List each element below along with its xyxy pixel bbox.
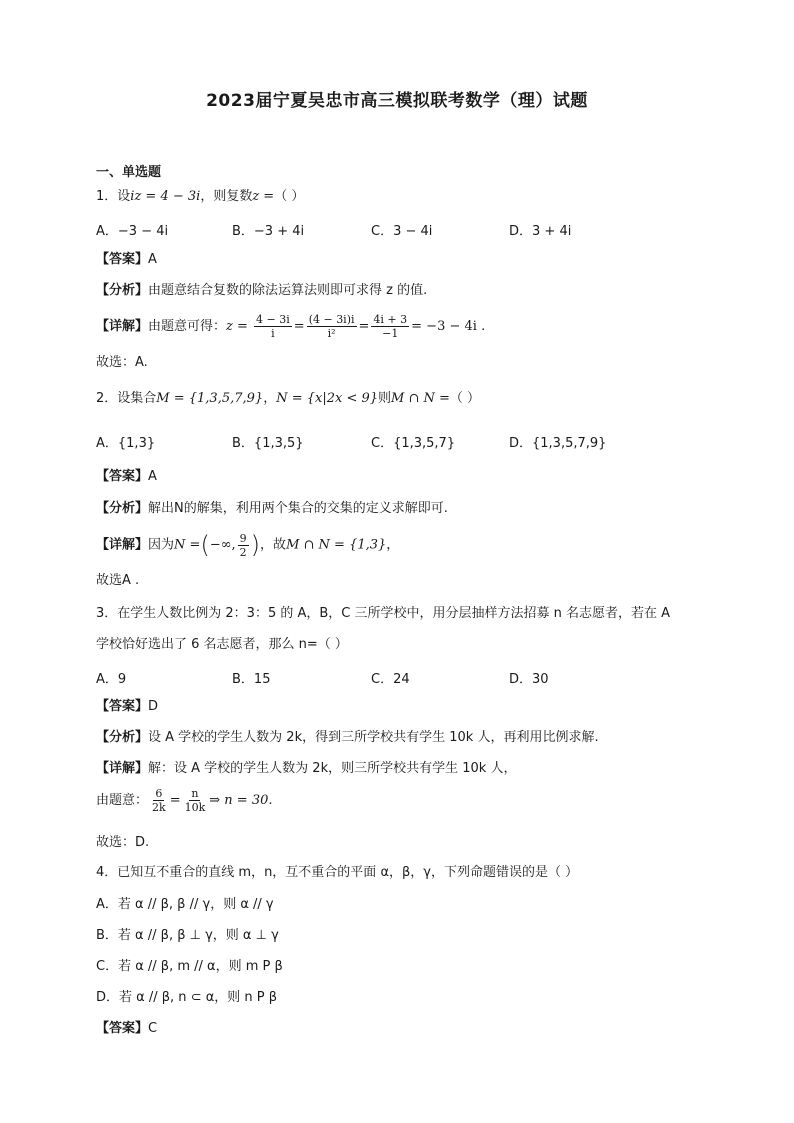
answer-tag: 【答案】	[96, 699, 149, 714]
q3-detail2-prefix: 由题意：	[96, 793, 149, 808]
q2-answer	[96, 468, 157, 486]
q2-option-c: C．{1,3,5,7}	[371, 436, 456, 451]
q2-detail-prefix: 因为	[148, 537, 175, 553]
q3-option-c: C．24	[371, 672, 410, 687]
q1-analysis-text: 由题意结合复数的除法运算法则即可求得 z 的值.	[148, 283, 428, 298]
q4-option-d: D．若 α // β, n ⊂ α，则 n P β	[96, 990, 278, 1005]
analysis-tag: 【分析】	[96, 730, 149, 745]
q2-conclusion: 故选A .	[96, 573, 140, 588]
q3-detail2-result: ⇒ n = 30.	[209, 793, 273, 808]
q1-detail-result: = −3 − 4i .	[411, 319, 486, 334]
answer-tag: 【答案】	[96, 469, 149, 484]
q1-option-b: B．−3 + 4i	[232, 224, 305, 239]
q2-interval-left: −∞,	[209, 537, 236, 553]
q1-answer	[96, 251, 157, 269]
q1-option-a: A．−3 − 4i	[96, 224, 169, 239]
q2-analysis	[96, 500, 448, 518]
q1-fraction-2: $\frac{(4 - 3i)i}{\text{i²}}$	[308, 313, 355, 340]
q1-stem-math: iz = 4 − 3i	[130, 189, 201, 204]
q2-stem-paren: （ ）	[449, 391, 481, 406]
q2-analysis-text: 解出N的解集，利用两个集合的交集的定义求解即可.	[148, 501, 448, 516]
page-title: 2023届宁夏吴忠市高三模拟联考数学（理）试题	[206, 91, 588, 111]
q3-analysis-text: 设 A 学校的学生人数为 2k，得到三所学校共有学生 10k 人，再利用比例求解.	[148, 730, 599, 745]
q2-option-d: D．{1,3,5,7,9}	[509, 436, 607, 451]
q1-stem-tail: ，则复数	[200, 189, 253, 204]
answer-tag: 【答案】	[96, 1021, 149, 1036]
q3-option-b: B．15	[232, 672, 271, 687]
q3-fraction-1: $\frac{6}{2k}$	[152, 787, 166, 814]
q2-stem-math2: N = {x|2x < 9}	[276, 391, 379, 406]
q4-answer-value: C	[148, 1021, 158, 1036]
q2-detail-math: M ∩ N = {1,3}	[286, 537, 387, 553]
q3-option-d: D．30	[509, 672, 549, 687]
q3-conclusion: 故选：D.	[96, 835, 150, 850]
q3-detail	[96, 760, 516, 778]
q2-detail-tail: ，	[386, 537, 400, 553]
q2-fraction: $\frac{9}{2}$	[239, 531, 247, 559]
question-4-stem: 4．已知互不重合的直线 m，n，互不重合的平面 α，β，γ，下列命题错误的是（ ）	[96, 865, 579, 880]
detail-tag: 【详解】	[96, 761, 149, 776]
q3-option-a: A．9	[96, 672, 127, 687]
detail-tag: 【详解】	[96, 537, 149, 553]
question-2-stem	[96, 390, 480, 408]
q4-answer	[96, 1020, 157, 1038]
q1-option-c: C．3 − 4i	[371, 224, 433, 239]
q1-conclusion: 故选：A.	[96, 355, 148, 370]
q3-answer	[96, 698, 158, 716]
q4-option-c: C．若 α // β, m // α，则 m P β	[96, 959, 283, 974]
q1-detail-prefix: 由题意可得：	[148, 319, 227, 334]
q1-option-d: D．3 + 4i	[509, 224, 572, 239]
q3-analysis	[96, 729, 599, 747]
q1-answer-value: A	[148, 252, 157, 267]
analysis-tag: 【分析】	[96, 501, 149, 516]
question-3-stem-line-1: 3．在学生人数比例为 2：3：5 的 A，B，C 三所学校中，用分层抽样方法招募 n 名志愿者，若在 A	[96, 606, 671, 621]
q2-answer-value: A	[148, 469, 157, 484]
q2-stem-mid: ，	[263, 391, 277, 406]
q2-stem-math: M = {1,3,5,7,9}	[156, 391, 264, 406]
q2-stem-text: 2．设集合	[96, 391, 157, 406]
question-3-stem-line-2: 学校恰好选出了 6 名志愿者，那么 n=（ ）	[96, 637, 348, 652]
q1-stem-paren: （ ）	[274, 189, 305, 204]
q3-fraction-2: $\frac{n}{10k}$	[184, 787, 206, 814]
q3-detail-2: 由题意： $\frac{6}{2k}$ = $\frac{n}{10k}$ ⇒ n = 30.	[96, 787, 273, 814]
q2-stem-tail: 则	[378, 391, 392, 406]
q1-analysis	[96, 282, 427, 300]
q3-detail-text: 解：设 A 学校的学生人数为 2k，则三所学校共有学生 10k 人，	[148, 761, 517, 776]
q1-fraction-3: $\frac{4i + 3}{-1}$	[373, 313, 408, 340]
q2-option-b: B．{1,3,5}	[232, 436, 304, 451]
section-heading: 一、单选题	[96, 165, 162, 180]
analysis-tag: 【分析】	[96, 283, 149, 298]
q1-stem-math2: z =	[252, 189, 275, 204]
q2-detail-n: N =	[174, 537, 201, 553]
detail-tag: 【详解】	[96, 319, 149, 334]
q4-option-a: A．若 α // β, β // γ，则 α // γ	[96, 897, 274, 912]
q1-detail: 【详解】由题意可得：z = $\frac{4 - 3i}{i}$ = $\frac{(4 - 3i)i}{\text{i²}}$ = $\frac{4i + 3}{-1}$ = −3 − 4i .	[96, 313, 486, 340]
q1-fraction-1: $\frac{4 - 3i}{i}$	[256, 313, 290, 340]
answer-tag: 【答案】	[96, 252, 149, 267]
q3-answer-value: D	[148, 699, 159, 714]
q2-option-a: A．{1,3}	[96, 436, 156, 451]
q2-detail-mid: ，故	[260, 537, 287, 553]
q1-stem-text: 1．设	[96, 189, 131, 204]
q2-stem-math3: M ∩ N =	[391, 391, 450, 406]
q4-option-b: B．若 α // β, β ⊥ γ，则 α ⊥ γ	[96, 928, 279, 943]
q2-detail: 【详解】因为N =(−∞, $\frac{9}{2}$ )，故M ∩ N = {1,3}，	[96, 531, 400, 559]
q1-detail-z: z =	[226, 319, 248, 334]
question-1-stem	[96, 188, 304, 206]
